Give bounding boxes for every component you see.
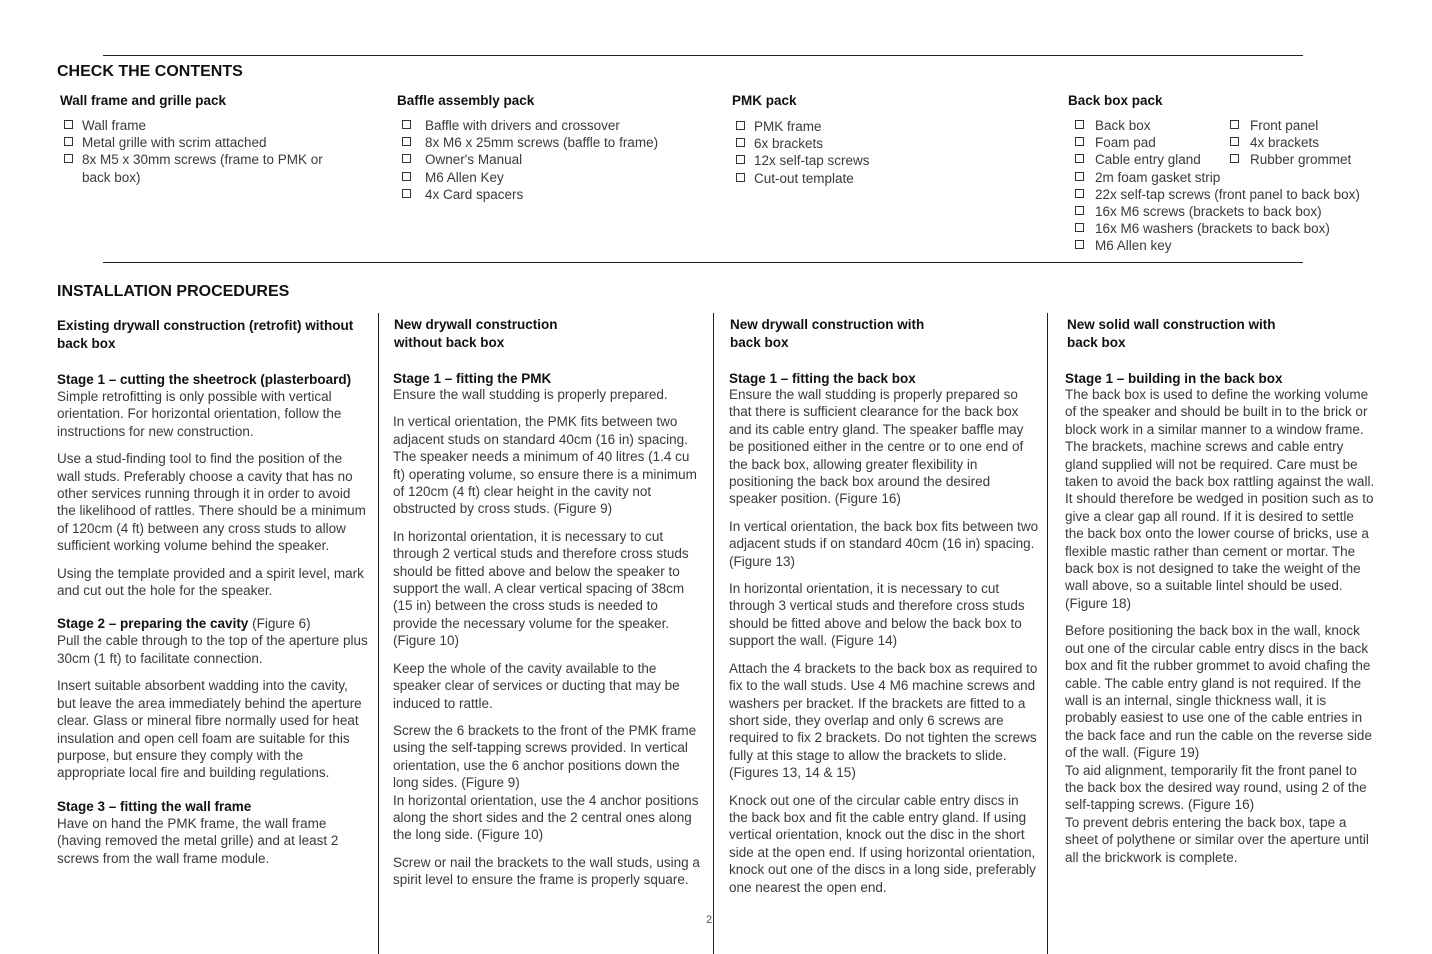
column-heading: New drywall construction without back box bbox=[394, 317, 558, 350]
checkbox-icon[interactable] bbox=[402, 172, 411, 181]
column-solid-wall bbox=[1065, 316, 1375, 876]
checkbox-icon[interactable] bbox=[1075, 206, 1084, 215]
paragraph: Using the template provided and a spirit level, mark and cut out the hole for the speaker. bbox=[57, 565, 364, 599]
checklist-item[interactable]: 16x M6 washers (brackets to back box) bbox=[1068, 220, 1408, 237]
checklist-item[interactable]: M6 Allen Key bbox=[395, 169, 705, 186]
paragraph: Insert suitable absorbent wadding into the cavity, but leave the area immediately behind the aperture clear. Glass or mineral fibre normally used for heat insulation and open cell foam are suitable for this purpose, but ensure they comply with the appropriate local fire and building regulations. bbox=[57, 678, 362, 781]
checkbox-icon[interactable] bbox=[736, 173, 745, 182]
paragraph: Have on hand the PMK frame, the wall frame (having removed the metal grille) and at least 2 screws from the wall frame module. bbox=[57, 815, 339, 866]
stage-title: Stage 1 – fitting the back box bbox=[729, 371, 916, 386]
checklist-item[interactable]: 4x Card spacers bbox=[395, 186, 705, 203]
installation-title: INSTALLATION PROCEDURES bbox=[57, 283, 290, 300]
checkbox-icon[interactable] bbox=[1075, 189, 1084, 198]
checklist-item[interactable]: Wall frame bbox=[57, 117, 347, 134]
checkbox-icon[interactable] bbox=[1230, 154, 1239, 163]
column-divider bbox=[713, 313, 714, 954]
checklist-item[interactable]: Front panel bbox=[1223, 117, 1383, 134]
paragraph: In vertical orientation, the PMK fits between two adjacent studs on standard 40cm (16 in) spacing. The speaker needs a minimum of 40 litres (1.4 cu ft) operating volume, so ensure there is a minimum of 120cm (4 ft) clear height in the cavity not obstructed by cross studs. (Figure 9) bbox=[393, 414, 697, 517]
column-drywall-no-box bbox=[393, 316, 705, 899]
checkbox-icon[interactable] bbox=[1075, 137, 1084, 146]
checklist-item[interactable]: 22x self-tap screws (front panel to back box) bbox=[1068, 186, 1408, 203]
figure-reference: (Figure 6) bbox=[248, 616, 311, 632]
stage-title: Stage 1 – fitting the PMK bbox=[393, 371, 552, 386]
column-heading: New drywall construction with back box bbox=[730, 317, 925, 350]
column-heading: New solid wall construction with back box bbox=[1067, 317, 1276, 350]
checklist-item[interactable]: Baffle with drivers and crossover bbox=[395, 117, 705, 134]
checklist-item[interactable]: 4x brackets bbox=[1223, 134, 1383, 151]
checkbox-icon[interactable] bbox=[1075, 154, 1084, 163]
checklist-item[interactable]: 6x brackets bbox=[729, 135, 1029, 152]
paragraph: Knock out one of the circular cable entry discs in the back box and fit the cable entry gland. If using vertical orientation, knock out the disc in the short side at the open end. If using horizontal orientation, knock out one of the discs in a long side, preferably one nearest the open end. bbox=[729, 792, 1036, 895]
paragraph: Keep the whole of the cavity available to the speaker clear of services or ducting that may be induced to rattle. bbox=[393, 660, 680, 711]
checkbox-icon[interactable] bbox=[402, 120, 411, 129]
stage-title: Stage 1 – building in the back box bbox=[1065, 371, 1283, 386]
paragraph: Before positioning the back box in the wall, knock out one of the circular cable entry discs in the back box and fit the rubber grommet to avoid chafing the cable. The cable entry gland is not required. If the wall is an internal, single thickness wall, it is probably easiest to use one of the cable entries in the back face and run the cable on the reverse side of the wall. (Figure 19) bbox=[1065, 623, 1372, 761]
column-divider bbox=[1047, 313, 1048, 954]
paragraph: Ensure the wall studding is properly prepared so that there is sufficient clearance for the back box and its cable entry gland. The speaker baffle may be positioned either in the centre or to one end of the back box, allowing greater flexibility in positioning the back box around the desired speaker position. (Figure 16) bbox=[729, 387, 1024, 507]
checklist-item[interactable]: 12x self-tap screws bbox=[729, 152, 1029, 169]
middle-rule bbox=[103, 262, 1303, 263]
paragraph: Simple retrofitting is only possible with vertical orientation. For horizontal orientation, follow the instructions for new construction. bbox=[57, 389, 342, 439]
checklist-item[interactable]: 8x M6 x 25mm screws (baffle to frame) bbox=[395, 134, 705, 151]
checklist-item[interactable]: 2m foam gasket strip bbox=[1068, 169, 1408, 186]
stage-title: Stage 3 – fitting the wall frame bbox=[57, 798, 252, 814]
checklist-item[interactable]: Foam pad bbox=[1068, 134, 1408, 151]
checkbox-icon[interactable] bbox=[1075, 240, 1084, 249]
checkbox-icon[interactable] bbox=[402, 189, 411, 198]
checklist-item[interactable]: 8x M5 x 30mm screws (frame to PMK or back box) bbox=[57, 151, 347, 185]
pack-list-wall-frame bbox=[57, 117, 347, 186]
paragraph: In vertical orientation, the back box fits between two adjacent studs if on standard 40cm (16 in) spacing. (Figure 13) bbox=[729, 518, 1039, 569]
checkbox-icon[interactable] bbox=[1075, 172, 1084, 181]
checklist-item[interactable]: PMK frame bbox=[729, 118, 1029, 135]
checkbox-icon[interactable] bbox=[64, 120, 73, 129]
paragraph: Use a stud-finding tool to find the position of the wall studs. Preferably choose a cavity that has no other services running through it in order to avoid the likelihood of rattles. There should be a minimum of 120cm (4 ft) between any cross studs to allow sufficient working volume behind the speaker. bbox=[57, 451, 366, 554]
paragraph: To prevent debris entering the back box, tape a sheet of polythene or similar over the aperture until all the brickwork is complete. bbox=[1065, 814, 1369, 865]
checkbox-icon[interactable] bbox=[402, 154, 411, 163]
checkbox-icon[interactable] bbox=[64, 154, 73, 163]
checklist-item[interactable]: Owner's Manual bbox=[395, 151, 705, 168]
checkbox-icon[interactable] bbox=[1075, 120, 1084, 129]
column-heading: Existing drywall construction (retrofit) without back box bbox=[57, 318, 354, 351]
paragraph: In horizontal orientation, it is necessary to cut through 3 vertical studs and therefore cross studs should be fitted above and below the back box to support the wall. (Figure 14) bbox=[729, 581, 1025, 649]
pack-list-back-box-right bbox=[1223, 117, 1383, 169]
pack-list-baffle bbox=[395, 117, 705, 203]
pack-title-baffle: Baffle assembly pack bbox=[397, 93, 535, 108]
page-number: 2 bbox=[706, 914, 713, 926]
paragraph: Ensure the wall studding is properly prepared. bbox=[393, 387, 668, 402]
paragraph: Screw or nail the brackets to the wall studs, using a spirit level to ensure the frame is properly square. bbox=[393, 854, 700, 888]
paragraph: In horizontal orientation, use the 4 anchor positions along the short sides and the 2 central ones along the long side. (Figure 10) bbox=[393, 792, 699, 843]
checklist-item[interactable]: Metal grille with scrim attached bbox=[57, 134, 347, 151]
checklist-item[interactable]: 16x M6 screws (brackets to back box) bbox=[1068, 203, 1408, 220]
stage-title: Stage 1 – cutting the sheetrock (plasterboard) bbox=[57, 372, 352, 387]
paragraph: Attach the 4 brackets to the back box as required to fix to the wall studs. Use 4 M6 machine screws and washers per bracket. If the brackets are fitted to a short side, they overlap and only 6 screws are required to fix 2 brackets. Do not tighten the screws fully at this stage to allow the brackets to slide. (Figures 13, 14 & 15) bbox=[729, 660, 1038, 781]
pack-list-pmk bbox=[729, 118, 1029, 187]
checkbox-icon[interactable] bbox=[736, 138, 745, 147]
column-retrofit bbox=[57, 317, 369, 877]
top-rule bbox=[103, 55, 1303, 56]
column-drywall-with-box bbox=[729, 316, 1039, 906]
checkbox-icon[interactable] bbox=[402, 137, 411, 146]
checkbox-icon[interactable] bbox=[1230, 120, 1239, 129]
checkbox-icon[interactable] bbox=[736, 155, 745, 164]
paragraph: Pull the cable through to the top of the aperture plus 30cm (1 ft) to facilitate connection. bbox=[57, 633, 368, 666]
paragraph: To aid alignment, temporarily fit the front panel to the back box the desired way round, using 2 of the self-tapping screws. (Figure 16) bbox=[1065, 762, 1367, 813]
paragraph: In horizontal orientation, it is necessary to cut through 2 vertical studs and therefore cross studs should be fitted above and below the speaker to support the wall. A clear vertical spacing of 38cm (15 in) between the cross studs is needed to provide the necessary volume for the speaker. (Figure 10) bbox=[393, 528, 689, 649]
checklist-item[interactable]: Back box bbox=[1068, 117, 1408, 134]
paragraph: Screw the 6 brackets to the front of the PMK frame using the self-tapping screws provided. In vertical orientation, use the 6 anchor positions down the long sides. (Figure 9) bbox=[393, 722, 697, 791]
checkbox-icon[interactable] bbox=[64, 137, 73, 146]
checklist-item[interactable]: Cable entry gland bbox=[1068, 151, 1408, 168]
check-contents-title: CHECK THE CONTENTS bbox=[57, 63, 243, 80]
paragraph: The back box is used to define the working volume of the speaker and should be built in to the brick or block work in a similar manner to a window frame. The brackets, machine screws and cable entry gland supplied will not be required. Care must be taken to avoid the back box rattling against the wall. It should therefore be wedged in position such as to give a clear gap all round. If it is desired to settle the back box onto the lower course of bricks, use a flexible mastic rather than cement or mortar. The back box is not designed to take the weight of the wall above, so a suitable lintel should be used. (Figure 18) bbox=[1065, 387, 1375, 611]
pack-title-wall-frame: Wall frame and grille pack bbox=[60, 93, 227, 108]
checkbox-icon[interactable] bbox=[1075, 223, 1084, 232]
stage-title: Stage 2 – preparing the cavity (Figure 6) bbox=[57, 616, 311, 632]
checklist-item[interactable]: Rubber grommet bbox=[1223, 151, 1383, 168]
checkbox-icon[interactable] bbox=[736, 121, 745, 130]
pack-title-pmk: PMK pack bbox=[732, 93, 797, 108]
checklist-item[interactable]: M6 Allen key bbox=[1068, 237, 1408, 254]
checklist-item[interactable]: Cut-out template bbox=[729, 170, 1029, 187]
column-divider bbox=[378, 313, 379, 954]
pack-title-back-box: Back box pack bbox=[1068, 93, 1163, 108]
checkbox-icon[interactable] bbox=[1230, 137, 1239, 146]
